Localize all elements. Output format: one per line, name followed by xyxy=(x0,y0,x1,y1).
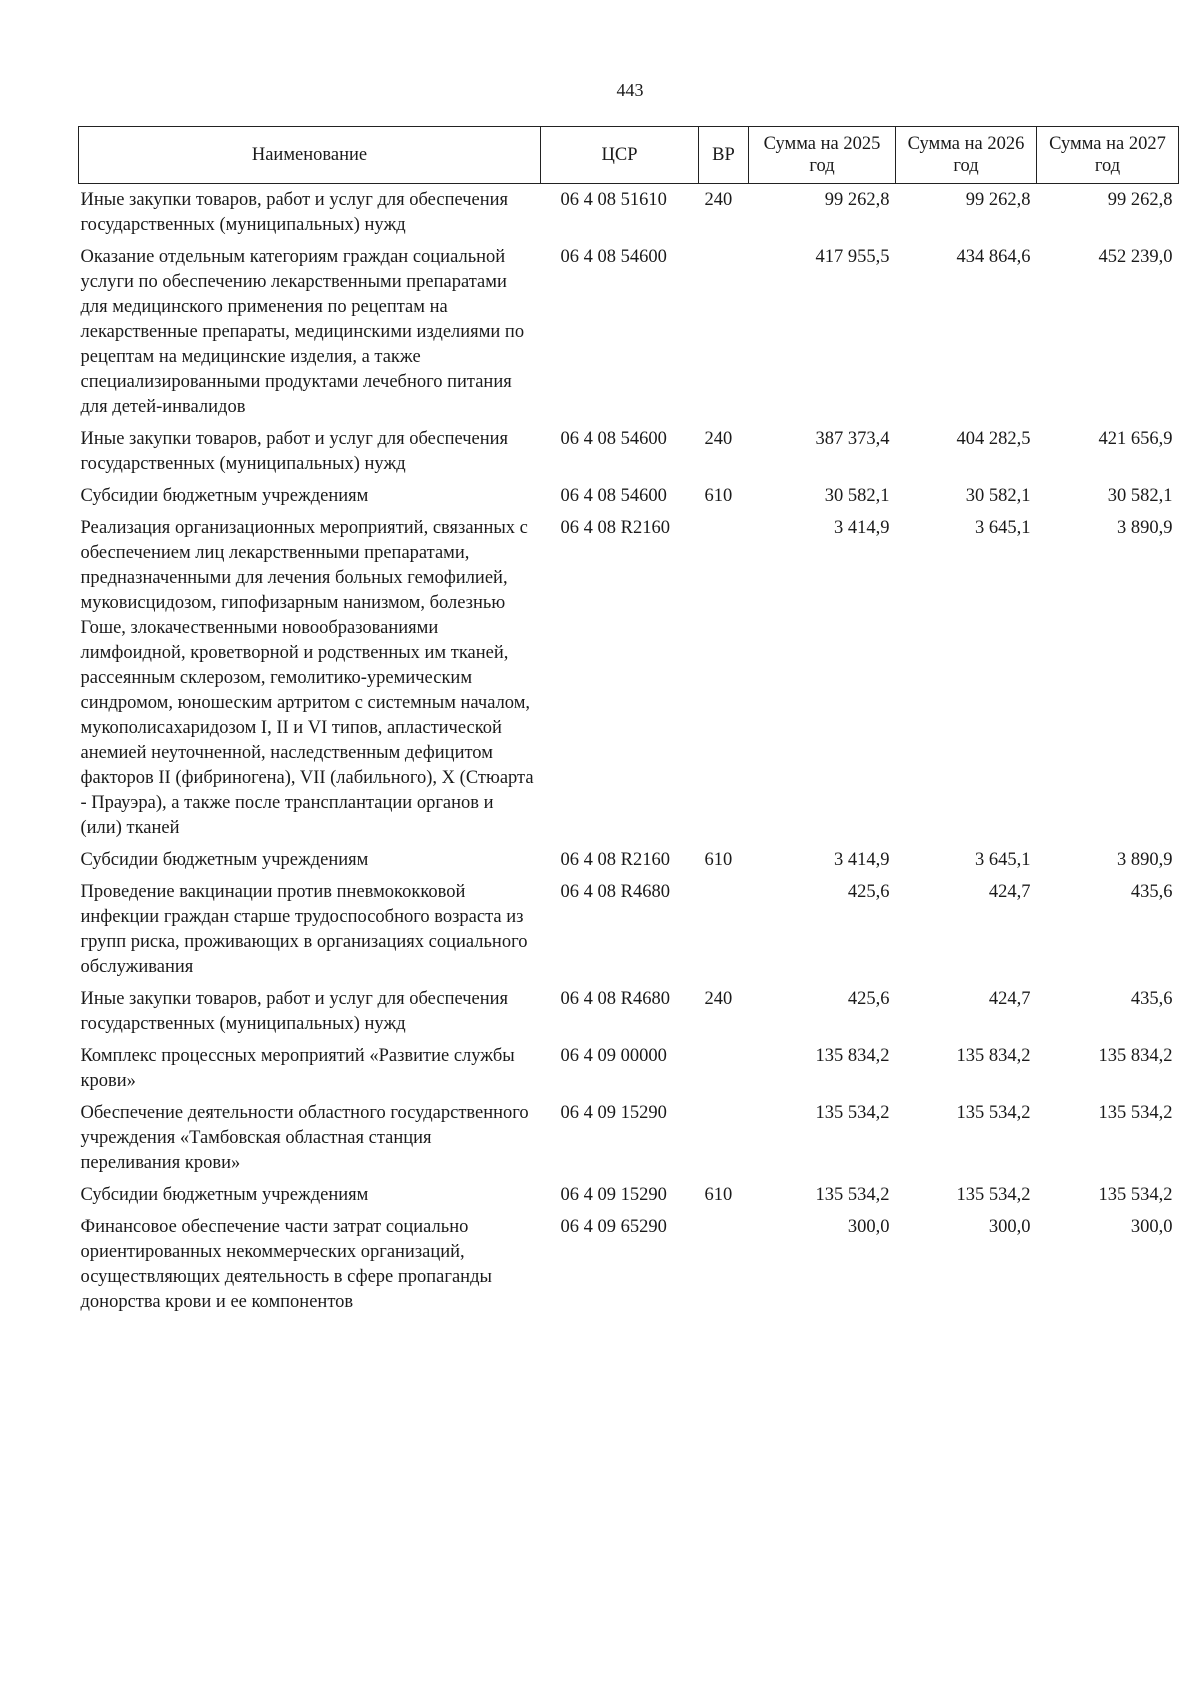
cell-csr: 06 4 08 R4680 xyxy=(560,882,670,902)
cell-csr: 06 4 09 15290 xyxy=(560,1103,667,1123)
cell-sum-2027: 3 890,9 xyxy=(1117,518,1173,538)
cell-sum-2025: 300,0 xyxy=(847,1217,890,1237)
table-row xyxy=(79,241,1179,423)
cell-sum-2025: 3 414,9 xyxy=(834,518,890,538)
header-sum-2026: Сумма на 2026 год xyxy=(896,127,1037,184)
cell-sum-2026: 135 534,2 xyxy=(956,1185,1031,1205)
cell-csr: 06 4 08 R2160 xyxy=(560,518,670,538)
header-name: Наименование xyxy=(79,127,541,184)
cell-vr xyxy=(699,241,749,423)
cell-sum-2027: 300,0 xyxy=(1130,1217,1173,1237)
page-number: 443 xyxy=(616,80,644,100)
cell-vr: 240 xyxy=(704,429,733,449)
table-row xyxy=(79,1040,1179,1097)
table-row xyxy=(79,512,1179,844)
cell-vr: 240 xyxy=(704,190,733,210)
cell-sum-2025: 135 534,2 xyxy=(815,1103,890,1123)
cell-name: Финансовое обеспечение части затрат социально ориентированных некоммерческих организаций, осуществляющих деятельность в сфере пропаганды донорства крови и ее компонентов xyxy=(80,1217,492,1312)
cell-name: Субсидии бюджетным учреждениям xyxy=(80,850,369,870)
cell-name: Комплекс процессных мероприятий «Развитие службы крови» xyxy=(80,1046,515,1091)
cell-sum-2025: 425,6 xyxy=(847,989,890,1009)
cell-sum-2026: 135 834,2 xyxy=(956,1046,1031,1066)
cell-sum-2027: 435,6 xyxy=(1130,989,1173,1009)
cell-sum-2025: 99 262,8 xyxy=(824,190,890,210)
header-sum-2025: Сумма на 2025 год xyxy=(749,127,896,184)
cell-sum-2025: 135 534,2 xyxy=(815,1185,890,1205)
cell-sum-2027: 421 656,9 xyxy=(1098,429,1173,449)
cell-vr: 240 xyxy=(704,989,733,1009)
cell-sum-2026: 3 645,1 xyxy=(975,850,1031,870)
cell-sum-2026: 424,7 xyxy=(988,882,1031,902)
cell-name: Реализация организационных мероприятий, связанных с обеспечением лиц лекарственными препаратами, предназначенными для лечения больных гемофилией, муковисцидозом, гипофизарным нанизмом, болезнью Гоше, злокачественными новообразованиями лимфоидной, кроветворной и родственных им тканей, рассеянным склерозом, гемолитико-уремическим синдромом, юношеским артритом с системным началом, мукополисахаридозом I, II и VI типов, апластической анемией неуточненной, наследственным дефицитом факторов II (фибриногена), VII (лабильного), X (Стюарта - Прауэра), а также после трансплантации органов и (или) тканей xyxy=(80,518,534,838)
cell-name: Иные закупки товаров, работ и услуг для обеспечения государственных (муниципальных) нужд xyxy=(80,429,509,474)
header-csr: ЦСР xyxy=(541,127,699,184)
cell-sum-2025: 387 373,4 xyxy=(815,429,890,449)
cell-vr xyxy=(699,1211,749,1318)
table-row xyxy=(79,1179,1179,1211)
cell-sum-2027: 452 239,0 xyxy=(1098,247,1173,267)
cell-sum-2025: 30 582,1 xyxy=(824,486,890,506)
cell-sum-2025: 417 955,5 xyxy=(815,247,890,267)
cell-vr xyxy=(699,1040,749,1097)
cell-vr: 610 xyxy=(704,1185,733,1205)
table-row xyxy=(79,1097,1179,1179)
cell-csr: 06 4 09 65290 xyxy=(560,1217,667,1237)
cell-vr: 610 xyxy=(704,850,733,870)
table-row xyxy=(79,423,1179,480)
cell-name: Субсидии бюджетным учреждениям xyxy=(80,486,369,506)
table-row xyxy=(79,876,1179,983)
cell-sum-2025: 135 834,2 xyxy=(815,1046,890,1066)
header-vr: ВР xyxy=(699,127,749,184)
cell-sum-2026: 424,7 xyxy=(988,989,1031,1009)
cell-csr: 06 4 08 54600 xyxy=(560,247,667,267)
cell-sum-2026: 30 582,1 xyxy=(965,486,1031,506)
cell-csr: 06 4 09 00000 xyxy=(560,1046,667,1066)
cell-sum-2027: 30 582,1 xyxy=(1107,486,1173,506)
cell-csr: 06 4 08 51610 xyxy=(560,190,667,210)
cell-name: Обеспечение деятельности областного государственного учреждения «Тамбовская областная станция переливания крови» xyxy=(80,1103,529,1173)
table-row xyxy=(79,983,1179,1040)
cell-csr: 06 4 08 54600 xyxy=(560,429,667,449)
table-header-row xyxy=(79,127,1179,184)
cell-sum-2026: 3 645,1 xyxy=(975,518,1031,538)
cell-vr xyxy=(699,512,749,844)
cell-vr xyxy=(699,876,749,983)
table-body xyxy=(79,184,1179,1319)
cell-csr: 06 4 09 15290 xyxy=(560,1185,667,1205)
cell-name: Проведение вакцинации против пневмококковой инфекции граждан старше трудоспособного возраста из групп риска, проживающих в организациях социального обслуживания xyxy=(80,882,528,977)
cell-name: Иные закупки товаров, работ и услуг для обеспечения государственных (муниципальных) нужд xyxy=(80,989,509,1034)
cell-sum-2027: 435,6 xyxy=(1130,882,1173,902)
cell-vr: 610 xyxy=(704,486,733,506)
cell-sum-2025: 3 414,9 xyxy=(834,850,890,870)
cell-sum-2026: 135 534,2 xyxy=(956,1103,1031,1123)
table-row xyxy=(79,480,1179,512)
cell-sum-2026: 99 262,8 xyxy=(965,190,1031,210)
cell-sum-2027: 3 890,9 xyxy=(1117,850,1173,870)
cell-sum-2025: 425,6 xyxy=(847,882,890,902)
cell-name: Оказание отдельным категориям граждан социальной услуги по обеспечению лекарственными препаратами для медицинского применения по рецептам на лекарственные препараты, медицинскими изделиями по рецептам на медицинские изделия, а также специализированными продуктами лечебного питания для детей-инвалидов xyxy=(80,247,525,417)
table-row xyxy=(79,1211,1179,1318)
header-sum-2027: Сумма на 2027 год xyxy=(1037,127,1179,184)
cell-sum-2026: 300,0 xyxy=(988,1217,1031,1237)
cell-csr: 06 4 08 54600 xyxy=(560,486,667,506)
cell-sum-2027: 135 834,2 xyxy=(1098,1046,1173,1066)
cell-sum-2027: 135 534,2 xyxy=(1098,1185,1173,1205)
table-row xyxy=(79,184,1179,242)
cell-csr: 06 4 08 R4680 xyxy=(560,989,670,1009)
budget-table xyxy=(78,126,1179,1318)
table-row xyxy=(79,844,1179,876)
cell-sum-2027: 99 262,8 xyxy=(1107,190,1173,210)
cell-sum-2027: 135 534,2 xyxy=(1098,1103,1173,1123)
cell-sum-2026: 434 864,6 xyxy=(956,247,1031,267)
cell-name: Субсидии бюджетным учреждениям xyxy=(80,1185,369,1205)
cell-sum-2026: 404 282,5 xyxy=(956,429,1031,449)
cell-csr: 06 4 08 R2160 xyxy=(560,850,670,870)
cell-vr xyxy=(699,1097,749,1179)
cell-name: Иные закупки товаров, работ и услуг для обеспечения государственных (муниципальных) нужд xyxy=(80,190,509,235)
